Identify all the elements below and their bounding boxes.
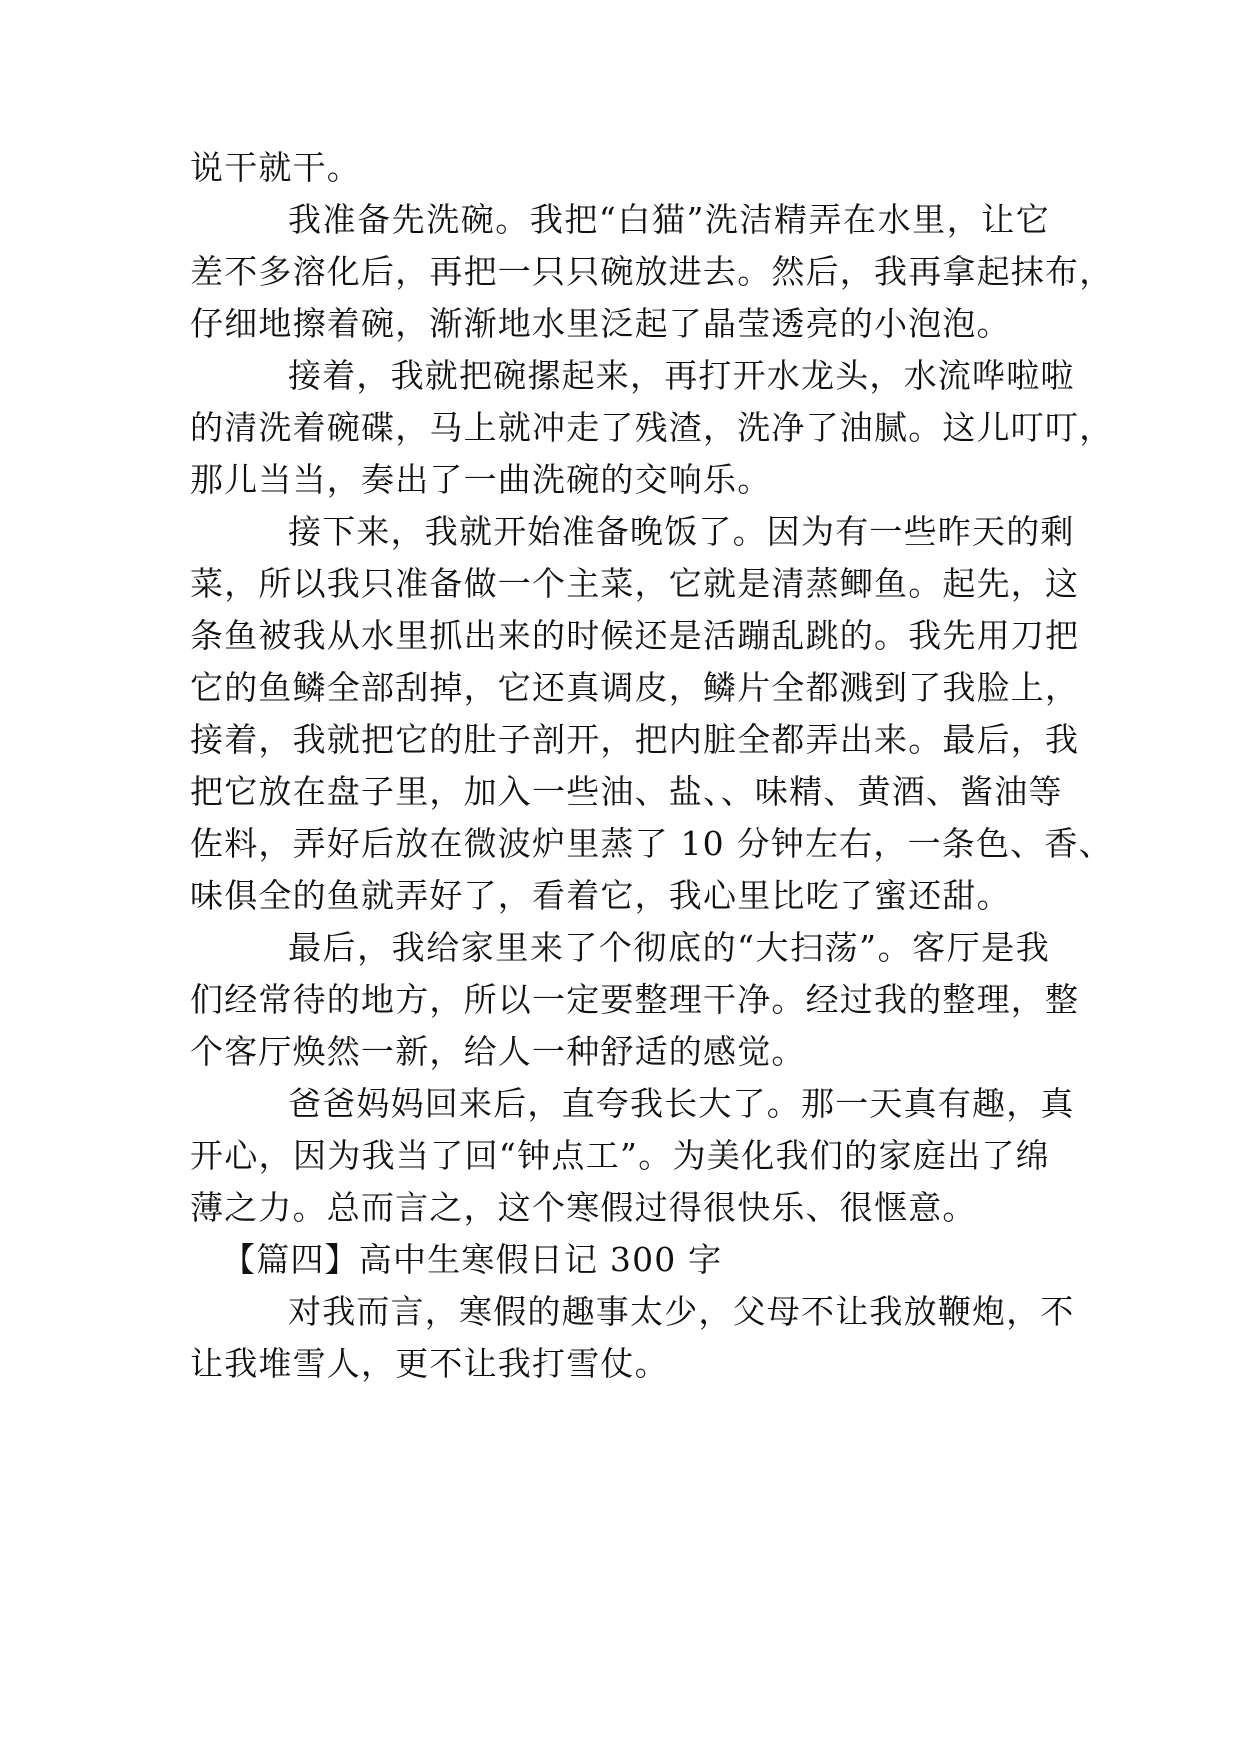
section-heading: 【篇四】高中生寒假日记 300 字 [222,1240,723,1279]
text-line: 菜，所以我只准备做一个主菜，它就是清蒸鲫鱼。起先，这 [190,564,1080,603]
text-line: 的清洗着碗碟，马上就冲走了残渣，洗净了油腻。这儿叮叮， [190,408,1114,447]
paragraph-first-line: 我准备先洗碗。我把“白猫”洗洁精弄在水里，让它 [288,200,1050,239]
text-line: 仔细地擦着碗，渐渐地水里泛起了晶莹透亮的小泡泡。 [190,304,1011,343]
text-line: 佐料，弄好后放在微波炉里蒸了 10 分钟左右，一条色、香、 [190,824,1113,863]
text-line: 们经常待的地方，所以一定要整理干净。经过我的整理，整 [190,980,1080,1019]
text-line: 薄之力。总而言之，这个寒假过得很快乐、很惬意。 [190,1188,977,1227]
paragraph-first-line: 对我而言，寒假的趣事太少，父母不让我放鞭炮，不 [288,1292,1075,1331]
text-line: 个客厅焕然一新，给人一种舒适的感觉。 [190,1032,806,1071]
paragraph-first-line: 接着，我就把碗摞起来，再打开水龙头，水流哗啦啦 [288,356,1075,395]
text-line: 味俱全的鱼就弄好了，看着它，我心里比吃了蜜还甜。 [190,876,1011,915]
text-line: 让我堆雪人，更不让我打雪仗。 [190,1344,669,1383]
text-line: 开心，因为我当了回“钟点工”。为美化我们的家庭出了绵 [190,1136,1050,1175]
text-line: 差不多溶化后，再把一只只碗放进去。然后，我再拿起抹布， [190,252,1114,291]
paragraph-first-line: 接下来，我就开始准备晚饭了。因为有一些昨天的剩 [288,512,1075,551]
text-line: 把它放在盘子里，加入一些油、盐、、味精、黄酒、酱油等 [190,772,1063,811]
paragraph-first-line: 爸爸妈妈回来后，直夸我长大了。那一天真有趣，真 [288,1084,1075,1123]
paragraph-first-line: 最后，我给家里来了个彻底的“大扫荡”。客厅是我 [288,928,1050,967]
text-line: 那儿当当，奏出了一曲洗碗的交响乐。 [190,460,772,499]
text-line: 它的鱼鳞全部刮掉，它还真调皮，鳞片全都溅到了我脸上， [190,668,1080,707]
text-line: 接着，我就把它的肚子剖开，把内脏全都弄出来。最后，我 [190,720,1080,759]
text-line: 条鱼被我从水里抓出来的时候还是活蹦乱跳的。我先用刀把 [190,616,1080,655]
text-line: 说干就干。 [190,148,361,187]
